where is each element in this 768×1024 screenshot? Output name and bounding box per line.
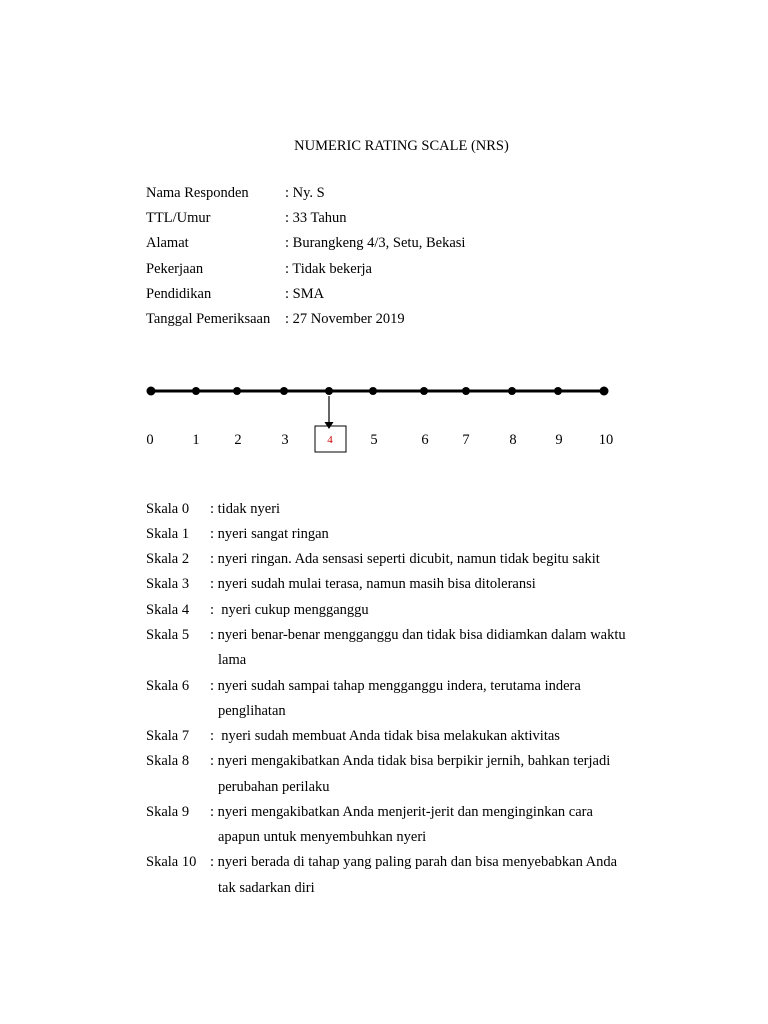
- scale-dot-3: [280, 387, 288, 395]
- skala-row-8: [146, 749, 610, 774]
- skala-label: Skala 9: [146, 804, 190, 820]
- skala-label: Skala 2: [146, 551, 190, 567]
- scale-number-3: 3: [281, 432, 289, 448]
- skala-row-3: [146, 572, 536, 597]
- scale-number-2: 2: [234, 432, 242, 448]
- scale-number-7: 7: [462, 432, 470, 448]
- scale-number-4-selected: 4: [327, 434, 333, 446]
- skala-row-1: [146, 522, 329, 547]
- skala-desc: : nyeri berada di tahap yang paling parah dan bisa menyebabkan Anda: [210, 854, 618, 870]
- info-value: : 27 November 2019: [285, 311, 405, 327]
- scale-dot-2: [233, 387, 241, 395]
- info-label: Pendidikan: [146, 286, 212, 302]
- info-label: TTL/Umur: [146, 210, 211, 226]
- skala-cont-6: penglihatan: [218, 703, 286, 719]
- skala-label: Skala 10: [146, 854, 197, 870]
- skala-row-9: [146, 800, 593, 825]
- skala-desc: : nyeri sudah sampai tahap mengganggu indera, terutama indera: [210, 678, 581, 694]
- skala-label: Skala 1: [146, 526, 190, 542]
- skala-label: Skala 7: [146, 728, 190, 744]
- skala-label: Skala 8: [146, 753, 190, 769]
- scale-number-6: 6: [421, 432, 429, 448]
- skala-row-6: [146, 674, 581, 699]
- scale-dot-5: [369, 387, 377, 395]
- skala-row-2: [146, 547, 600, 572]
- skala-cont-9: apapun untuk menyembuhkan nyeri: [218, 829, 427, 845]
- scale-number-9: 9: [555, 432, 563, 448]
- skala-label: Skala 6: [146, 678, 190, 694]
- skala-label: Skala 5: [146, 627, 190, 643]
- skala-row-7: [146, 724, 560, 749]
- skala-label: Skala 0: [146, 501, 190, 517]
- info-label: Alamat: [146, 235, 189, 251]
- document-title: NUMERIC RATING SCALE (NRS): [294, 138, 509, 154]
- scale-number-8: 8: [509, 432, 517, 448]
- skala-desc: : nyeri sudah mulai terasa, namun masih bisa ditoleransi: [210, 576, 536, 592]
- skala-desc: : nyeri cukup mengganggu: [210, 602, 369, 618]
- scale-dot-6: [420, 387, 428, 395]
- info-value: : Burangkeng 4/3, Setu, Bekasi: [285, 235, 466, 251]
- info-value: : 33 Tahun: [285, 210, 347, 226]
- scale-dot-7: [462, 387, 470, 395]
- info-label: Pekerjaan: [146, 261, 204, 277]
- rating-scale: [0, 0, 768, 470]
- skala-desc: : nyeri mengakibatkan Anda menjerit-jerit dan menginginkan cara: [210, 804, 593, 820]
- info-value: : Tidak bekerja: [285, 261, 372, 277]
- skala-row-4: [146, 598, 369, 623]
- skala-row-5: [146, 623, 626, 648]
- scale-dot-10: [600, 387, 609, 396]
- skala-desc: : tidak nyeri: [210, 501, 281, 517]
- scale-number-5: 5: [370, 432, 378, 448]
- info-value: : Ny. S: [285, 185, 325, 201]
- scale-dot-1: [192, 387, 200, 395]
- skala-cont-10: tak sadarkan diri: [218, 880, 315, 896]
- skala-desc: : nyeri mengakibatkan Anda tidak bisa berpikir jernih, bahkan terjadi: [210, 753, 611, 769]
- scale-dot-9: [554, 387, 562, 395]
- scale-number-0: 0: [146, 432, 154, 448]
- skala-row-0: [146, 497, 280, 522]
- info-label: Nama Responden: [146, 185, 249, 201]
- skala-row-10: [146, 850, 617, 875]
- skala-cont-8: perubahan perilaku: [218, 779, 330, 795]
- scale-dot-8: [508, 387, 516, 395]
- scale-number-1: 1: [192, 432, 200, 448]
- scale-dot-0: [147, 387, 156, 396]
- info-value: : SMA: [285, 286, 325, 302]
- scale-dot-4: [325, 387, 333, 395]
- skala-label: Skala 3: [146, 576, 190, 592]
- scale-number-10: 10: [598, 432, 614, 448]
- skala-desc: : nyeri sangat ringan: [210, 526, 329, 542]
- skala-desc: : nyeri benar-benar mengganggu dan tidak bisa didiamkan dalam waktu: [210, 627, 626, 643]
- skala-desc: : nyeri sudah membuat Anda tidak bisa melakukan aktivitas: [210, 728, 560, 744]
- skala-label: Skala 4: [146, 602, 190, 618]
- info-label: Tanggal Pemeriksaan: [146, 311, 271, 327]
- skala-cont-5: lama: [218, 652, 247, 668]
- skala-desc: : nyeri ringan. Ada sensasi seperti dicubit, namun tidak begitu sakit: [210, 551, 600, 567]
